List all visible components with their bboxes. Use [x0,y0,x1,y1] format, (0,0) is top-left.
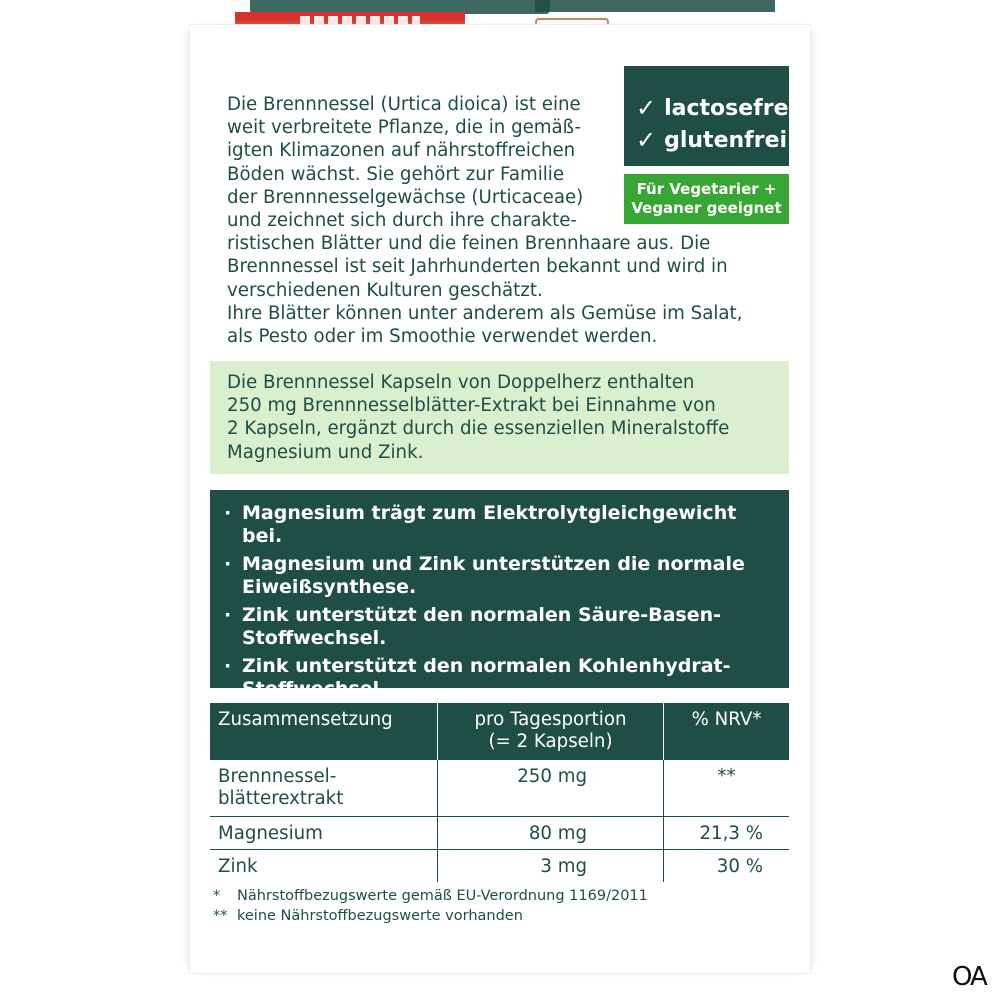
ingredient-amount: 3 mg [437,850,664,882]
ingredient-name: Magnesium [218,823,323,844]
claim-item [224,502,779,547]
vegan-badge-line: Für Vegetarier + [636,180,777,198]
claim-line: Magnesium und Zink unterstützen die normale [242,553,745,575]
intro-line: ristischen Blätter und die feinen Brennhaare aus. Die [227,233,711,255]
claim-line: Zink unterstützt den normalen Kohlenhydrat- [242,655,731,677]
ingredient-amount: 250 mg [437,760,664,816]
bullet-icon: · [224,502,232,524]
checkmark-icon: ✓ [636,94,657,122]
intro-line: igten Klimazonen auf nährstoffreichen [227,140,576,162]
claim-item [224,553,779,598]
product-info-box [210,361,789,474]
info-line: 250 mg Brennnesselblätter-Extrakt bei Einnahme von [227,395,716,417]
intro-line: Böden wächst. Sie gehört zur Familie [227,163,565,185]
header-nrv: % NRV* [691,709,762,730]
footnote [213,906,793,926]
intro-line: weit verbreitete Pflanze, die in gemäß- [227,117,582,139]
intro-line: Die Brennnessel (Urtica dioica) ist eine [227,94,581,115]
footnote-text: keine Nährstoffbezugswerte vorhanden [237,908,523,924]
claim-item [224,655,779,700]
footnote-text: Nährstoffbezugswerte gemäß EU-Verordnung 1169/2011 [237,888,648,904]
header-daily-portion [437,703,664,760]
claim-item [224,604,779,649]
table-row [210,817,789,850]
ingredient-name-line: Brennnessel- [218,766,337,787]
ingredient-nrv: 21,3 % [699,823,763,844]
ingredient-name: Zink [218,856,258,877]
gluten-free-label: glutenfrei [664,127,788,153]
intro-line: Ihre Blätter können unter anderem als Gemüse im Salat, [227,302,743,324]
bullet-icon: · [224,655,232,677]
claim-line: Zink unterstützt den normalen Säure-Basen- [242,604,722,626]
checkmark-icon: ✓ [636,126,657,154]
claim-line: Eiweißsynthese. [242,575,417,598]
header-daily-portion-line1: pro Tagesportion [474,709,627,730]
intro-line: und zeichnet sich durch ihre charakte- [227,210,577,232]
claim-line: Magnesium trägt zum Elektrolytgleichgewicht bei. [242,502,737,547]
ingredient-name [210,760,437,816]
claim-line: Stoffwechsel. [242,677,387,700]
info-line: 2 Kapseln, ergänzt durch die essenziellen Mineralstoffe [227,418,730,440]
info-line: Magnesium und Zink. [227,441,424,463]
info-line: Die Brennnessel Kapseln von Doppelherz enthalten [227,372,695,393]
ingredient-nrv: 30 % [716,856,763,877]
table-row [210,760,789,817]
free-from-badge [624,66,797,166]
watermark-logo: OA [952,962,986,992]
table-header-row [210,703,789,760]
intro-line: verschiedenen Kulturen geschätzt. [227,279,543,301]
ingredient-amount: 80 mg [437,817,664,849]
ingredient-name-line: blätterextrakt [218,788,344,809]
flap-print-strip-right [535,0,775,12]
composition-table [210,703,789,882]
footnote-mark: * [213,888,221,904]
table-row [210,850,789,882]
vegan-badge [624,174,789,224]
footnote-mark: ** [213,908,228,924]
ingredient-nrv: ** [717,766,736,787]
bullet-icon: · [224,553,232,575]
intro-line: als Pesto oder im Smoothie verwendet werden. [227,326,658,348]
vegan-badge-line: Veganer geeignet [631,199,782,217]
bullet-icon: · [224,604,232,626]
intro-line: Brennnessel ist seit Jahrhunderten bekannt und wird in [227,256,728,278]
header-daily-portion-line2: (= 2 Kapseln) [488,731,613,752]
health-claims-box [210,490,789,700]
footnotes [213,886,793,926]
header-composition: Zusammensetzung [218,709,393,730]
claim-line: Stoffwechsel. [242,626,387,649]
intro-line: der Brennnesselgewächse (Urticaceae) [227,186,584,208]
lactose-free-label: lactosefrei [664,95,797,121]
footnote [213,886,793,906]
